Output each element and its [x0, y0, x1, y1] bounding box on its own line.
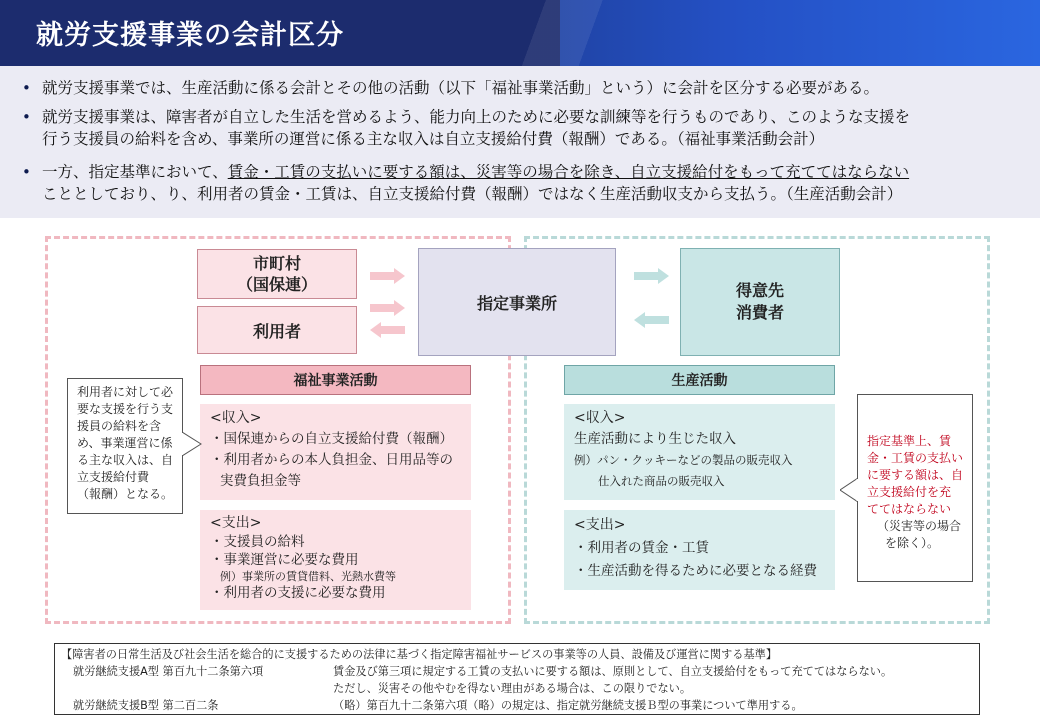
- welfare-income-item: ・利用者からの本人負担金、日用品等の: [210, 452, 453, 468]
- law-type-b-text: （略）第百九十二条第六項（略）の規定は、指定就労継続支援Ｂ型の事業について準用する。: [333, 699, 803, 712]
- callout-line-red: ててはならない: [867, 502, 952, 516]
- welfare-income-heading: <収入>: [210, 410, 262, 426]
- production-income-item: 生産活動により生じた収入: [574, 431, 736, 447]
- intro-bullet-3-line-1: [42, 161, 909, 183]
- municipality-label: 市町村: [252, 254, 301, 273]
- welfare-activity-label: 福祉事業活動: [293, 373, 378, 389]
- welfare-expense-heading: <支出>: [210, 515, 262, 531]
- law-heading: 【障害者の日常生活及び社会生活を総合的に支援するための法律に基づく指定障害福祉サービスの事業等の人員、設備及び運営に関する基準】: [61, 648, 778, 661]
- municipality-box: [197, 249, 357, 299]
- title-banner-stripe: [455, 0, 715, 66]
- law-type-b-label: 就労継続支援B型 第二百二条: [73, 699, 219, 712]
- arrow-right-icon: [370, 300, 406, 316]
- production-expense-heading: <支出>: [574, 517, 626, 533]
- intro-bullet-3-line-2: こととしており、り、利用者の賃金・工賃は、自立支援給付費（報酬）ではなく生産活動収支から支払う。（生産活動会計）: [42, 185, 903, 203]
- arrow-right-icon: [634, 268, 670, 284]
- callout-line: （報酬）となる。: [77, 487, 174, 501]
- user-label: 利用者: [252, 321, 301, 341]
- office-box: [418, 248, 616, 356]
- welfare-expense-item: ・事業運営に必要な費用: [210, 552, 359, 568]
- consumer-label: 消費者: [735, 303, 784, 322]
- callout-line: を除く）。: [885, 536, 940, 550]
- welfare-expense-item: ・利用者の支援に必要な費用: [210, 584, 386, 601]
- welfare-activity-header: [200, 365, 471, 395]
- arrow-left-icon: [634, 312, 670, 328]
- welfare-income-panel: [200, 404, 471, 500]
- bullet-icon: •: [22, 108, 31, 126]
- callout-line: 援員の給料を含: [77, 419, 162, 433]
- callout-line-red: 立支援給付を充: [867, 485, 952, 499]
- production-income-panel: [564, 404, 835, 500]
- callout-line: る主な収入は、自: [77, 453, 174, 467]
- arrow-right-icon: [370, 268, 406, 284]
- production-income-example: 例）パン・クッキーなどの製品の販売収入: [574, 453, 793, 467]
- intro-bullet-2-line-2: 行う支援員の給料を含め、事業所の運営に係る主な収入は自立支援給付費（報酬）である。（福祉事業活動会計）: [42, 130, 825, 148]
- production-activity-header: [564, 365, 835, 395]
- welfare-income-item: 実費負担金等: [220, 473, 301, 489]
- welfare-expense-item: ・支援員の給料: [210, 533, 305, 550]
- welfare-income-item: ・国保連からの自立支援給付費（報酬）: [210, 431, 453, 447]
- callout-pointer-icon: [182, 432, 202, 456]
- welfare-expense-example: 例）事業所の賃貸借料、光熱水費等: [220, 569, 396, 583]
- production-activity-label: 生産活動: [671, 373, 728, 389]
- page-title: 就労支援事業の会計区分: [36, 20, 344, 51]
- welfare-expense-panel: [200, 510, 471, 610]
- intro-bullet-1: 就労支援事業では、生産活動に係る会計とその他の活動（以下「福祉事業活動」という）に会計を区分する必要がある。: [42, 79, 880, 97]
- intro-bullet-3-prefix: 一方、指定基準において、: [42, 163, 228, 181]
- welfare-callout-note: [67, 378, 183, 514]
- production-expense-item: ・利用者の賃金・工賃: [574, 540, 709, 556]
- production-income-example: 仕入れた商品の販売収入: [598, 474, 725, 488]
- user-box: [197, 306, 357, 354]
- production-callout-note: [857, 394, 973, 582]
- bullet-icon: •: [22, 163, 31, 181]
- law-type-a-label: 就労継続支援A型 第百九十二条第六項: [73, 665, 264, 678]
- bullet-icon: •: [22, 79, 31, 97]
- callout-line-red: に要する額は、自: [867, 468, 964, 482]
- callout-line: （災害等の場合: [877, 519, 962, 533]
- customer-label: 得意先: [735, 281, 784, 300]
- municipality-sub-label: （国保連）: [236, 275, 317, 294]
- production-expense-panel: [564, 510, 835, 590]
- arrow-left-icon: [370, 322, 406, 338]
- production-expense-item: ・生産活動を得るために必要となる経費: [574, 563, 817, 579]
- law-type-a-text: 賃金及び第三項に規定する工賃の支払いに要する額は、原則として、自立支援給付をもって充ててはならない。: [333, 665, 893, 678]
- office-label: 指定事業所: [476, 293, 557, 313]
- callout-pointer-icon: [840, 478, 858, 502]
- law-reference-box: [54, 643, 980, 715]
- intro-panel: [0, 66, 1040, 218]
- callout-line: 要な支援を行う支: [77, 402, 174, 416]
- callout-line-red: 金・工賃の支払い: [867, 451, 964, 465]
- production-income-heading: <収入>: [574, 410, 626, 426]
- customer-box: [680, 248, 840, 356]
- intro-bullet-2-line-1: 就労支援事業は、障害者が自立した生活を営めるよう、能力向上のために必要な訓練等を行うものであり、このような支援を: [42, 108, 911, 126]
- intro-bullet-3-underlined: 賃金・工賃の支払いに要する額は、災害等の場合を除き、自立支援給付をもって充ててはならない: [227, 163, 910, 181]
- law-type-a-proviso: ただし、災害その他やむを得ない理由がある場合は、この限りでない。: [333, 682, 692, 695]
- callout-line: 利用者に対して必: [77, 385, 174, 399]
- callout-line: 立支援給付費: [77, 470, 150, 484]
- callout-line: め、事業運営に係: [77, 436, 173, 450]
- callout-line-red: 指定基準上、賃: [867, 434, 952, 448]
